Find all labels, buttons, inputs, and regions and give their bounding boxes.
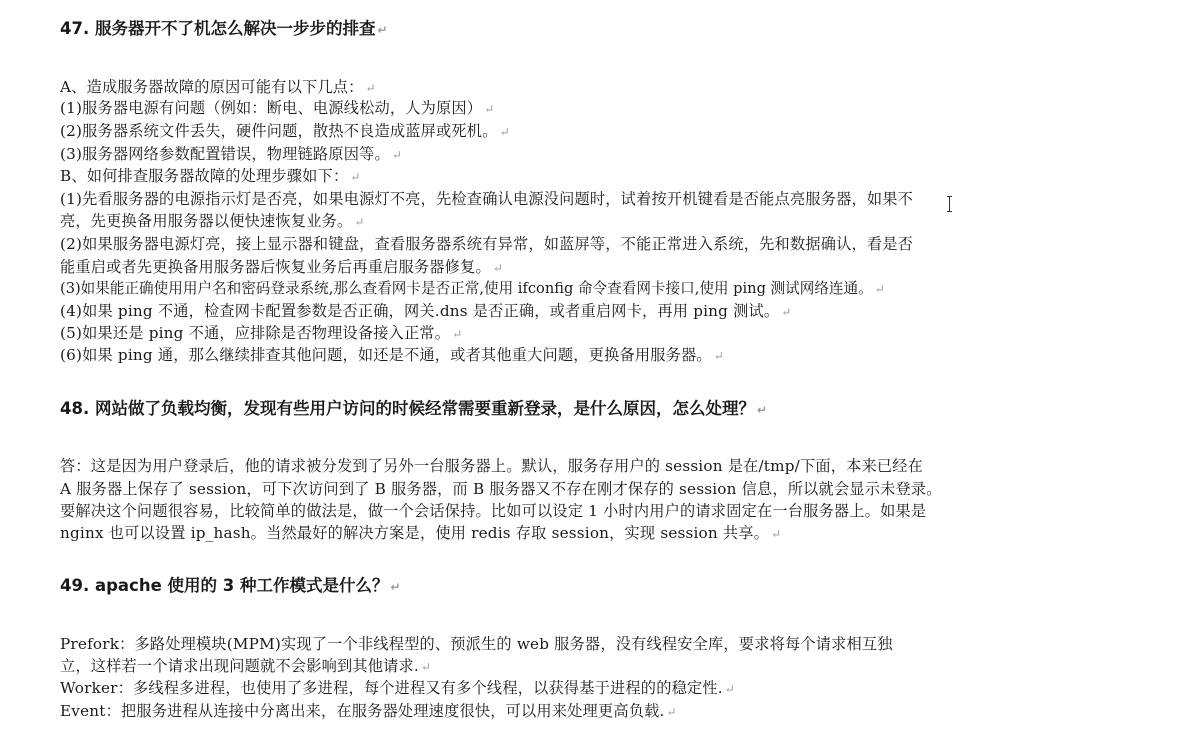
q48-line-4: nginx 也可以设置 ip_hash。当然最好的解决方案是，使用 redis 存取 session，实现 session 共享。 ↵ [60,524,782,542]
q47-line-2: (1)服务器电源有问题（例如：断电、电源线松动，人为原因） ↵ [60,99,495,117]
q47-line-9: 能重启或者先更换备用服务器后恢复业务后再重启服务器修复。 ↵ [60,258,504,276]
q47-line-11: (4)如果 ping 不通，检查网卡配置参数是否正确，网关.dns 是否正确，或者重启网卡，再用 ping 测试。 ↵ [60,302,792,320]
paragraph-mark-icon: ↵ [377,23,388,37]
paragraph-mark-icon: ↵ [756,403,768,417]
paragraph-mark-icon: ↵ [713,349,725,363]
paragraph-mark-icon: ↵ [390,580,401,594]
q47-line-10: (3)如果能正确使用用户名和密码登录系统,那么查看网卡是否正常,使用 ifconfig 命令查看网卡接口,使用 ping 测试网络连通。 ↵ [60,280,885,297]
q49-heading: 49. apache 使用的 3 种工作模式是什么？ ↵ [60,576,401,595]
q47-line-13: (6)如果 ping 通，那么继续排查其他问题，如还是不通，或者其他重大问题，更换备用服务器。 ↵ [60,346,725,364]
paragraph-mark-icon: ↵ [666,705,677,719]
paragraph-mark-icon: ↵ [484,102,495,116]
q47-line-12: (5)如果还是 ping 不通，应排除是否物理设备接入正常。 ↵ [60,324,463,342]
q47-line-5: B、如何排查服务器故障的处理步骤如下： ↵ [60,167,361,185]
q47-line-1: A、造成服务器故障的原因可能有以下几点： ↵ [60,78,376,96]
q49-line-1: Prefork：多路处理模块(MPM)实现了一个非线程型的、预派生的 web 服务器，没有线程安全库，要求将每个请求相互独 [60,635,893,653]
q47-line-7: 亮，先更换备用服务器以便快速恢复业务。 ↵ [60,212,365,230]
q47-line-3: (2)服务器系统文件丢失，硬件问题，散热不良造成蓝屏或死机。 ↵ [60,122,510,140]
q49-line-3: Worker：多线程多进程，也使用了多进程，每个进程又有多个线程，以获得基于进程的的稳定性. ↵ [60,679,736,697]
paragraph-mark-icon: ↵ [724,682,736,696]
q48-line-1: 答：这是因为用户登录后，他的请求被分发到了另外一台服务器上。默认，服务存用户的 session 是在/tmp/下面，本来已经在 [60,457,924,475]
q48-line-2: A 服务器上保存了 session，可下次访问到了 B 服务器，而 B 服务器又不存在刚才保存的 session 信息，所以就会显示未登录。 [60,480,942,498]
paragraph-mark-icon: ↵ [452,327,463,341]
q49-line-2: 立，这样若一个请求出现问题就不会影响到其他请求. ↵ [60,657,432,675]
paragraph-mark-icon: ↵ [420,660,432,674]
paragraph-mark-icon: ↵ [492,261,504,275]
q48-line-3: 要解决这个问题很容易，比较简单的做法是，做一个会话保持。比如可以设定 1 小时内用户的请求固定在一台服务器上。如果是 [60,502,927,520]
paragraph-mark-icon: ↵ [391,148,403,162]
paragraph-mark-icon: ↵ [365,81,376,95]
q49-line-4: Event：把服务进程从连接中分离出来，在服务器处理速度很快，可以用来处理更高负载. ↵ [60,702,677,720]
paragraph-mark-icon: ↵ [771,527,782,541]
paragraph-mark-icon: ↵ [781,305,792,319]
paragraph-mark-icon: ↵ [874,282,885,296]
q48-heading: 48. 网站做了负载均衡，发现有些用户访问的时候经常需要重新登录，是什么原因，怎么处理？ ↵ [60,399,768,418]
text-cursor-icon [949,196,950,212]
q47-line-4: (3)服务器网络参数配置错误，物理链路原因等。 ↵ [60,145,403,163]
q47-line-6: (1)先看服务器的电源指示灯是否亮，如果电源灯不亮，先检查确认电源没问题时，试着按开机键看是否能点亮服务器，如果不 [60,190,914,208]
paragraph-mark-icon: ↵ [354,215,365,229]
paragraph-mark-icon: ↵ [350,170,361,184]
q47-heading: 47. 服务器开不了机怎么解决一步步的排查 ↵ [60,19,388,38]
q47-line-8: (2)如果服务器电源灯亮，接上显示器和键盘，查看服务器系统有异常，如蓝屏等，不能正常进入系统，先和数据确认，看是否 [60,235,914,253]
paragraph-mark-icon: ↵ [499,125,510,139]
